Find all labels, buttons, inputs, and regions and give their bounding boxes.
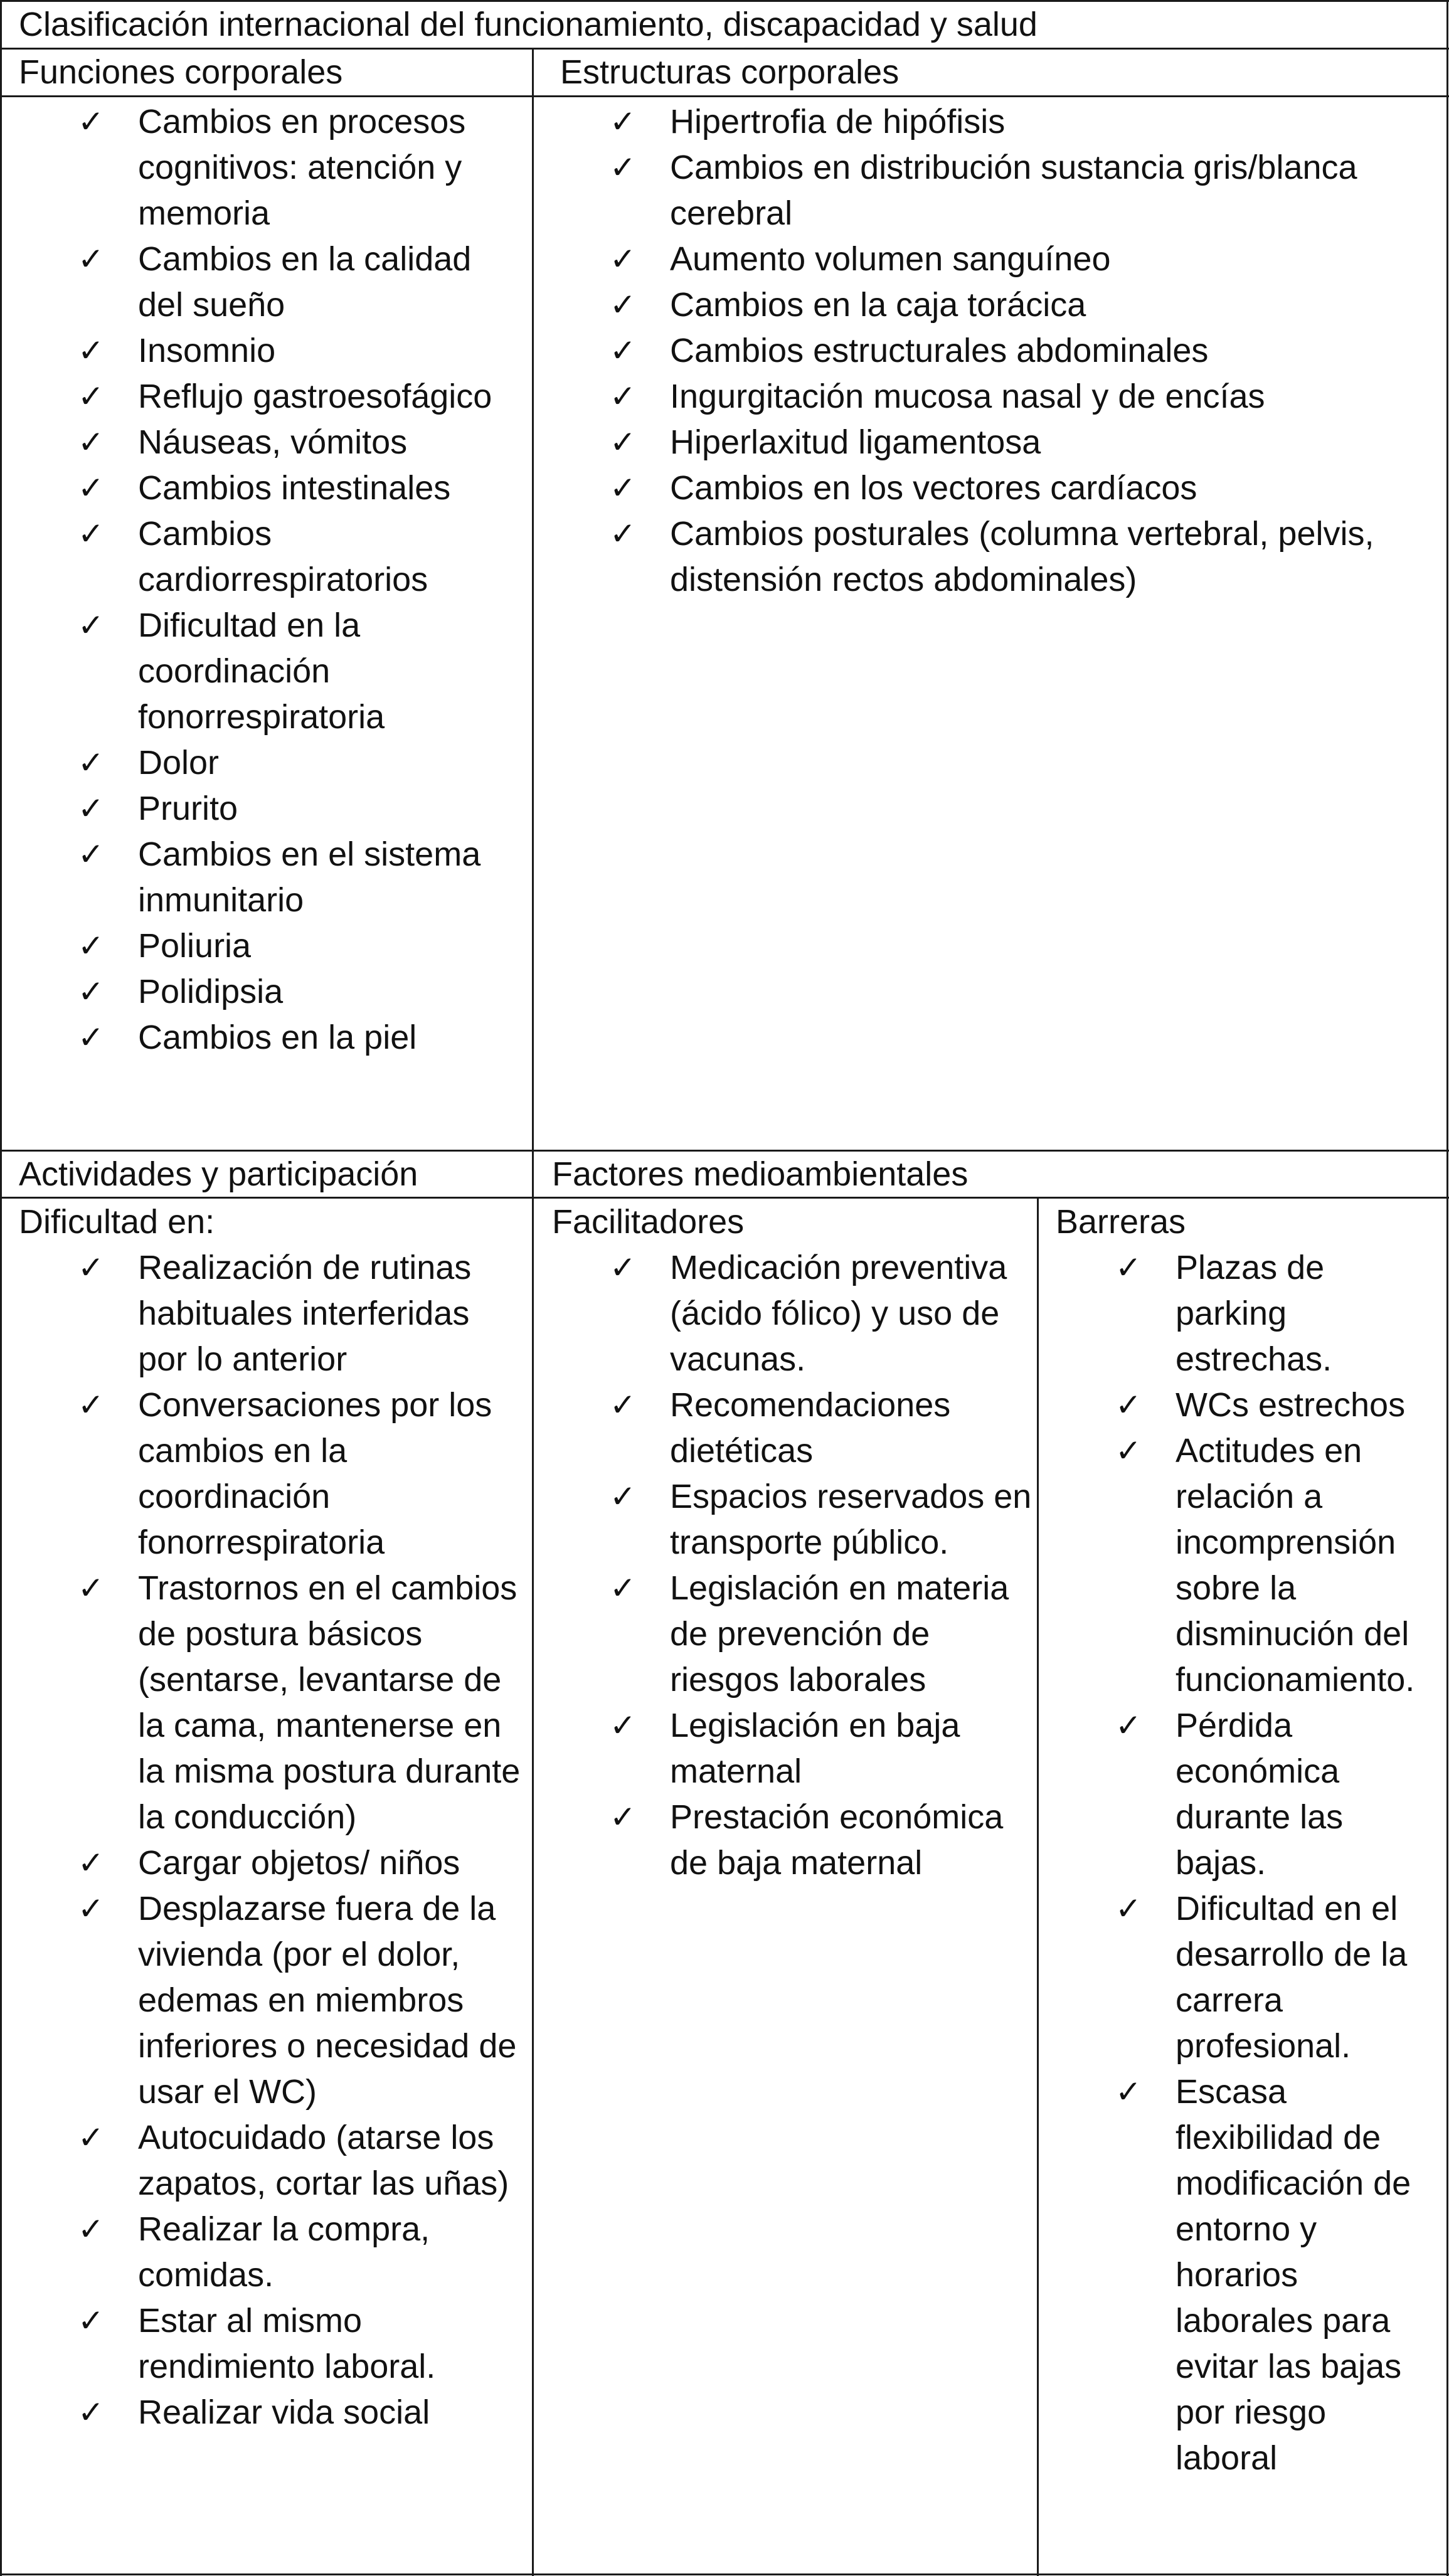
list-item: ✓ Realización de rutinas habituales interferidas por lo anterior [138,1245,521,1382]
list-item: ✓ Actitudes en relación a incomprensión sobre la disminución del funcionamiento. [1176,1428,1433,1703]
barreras-header: Barreras [1056,1203,1186,1241]
check-icon: ✓ [610,103,636,140]
check-icon: ✓ [78,241,104,277]
check-icon: ✓ [78,470,104,506]
list-item: ✓ Medicación preventiva (ácido fólico) y uso de vacunas. [670,1245,1034,1382]
check-icon: ✓ [78,790,104,827]
check-icon: ✓ [78,973,104,1010]
list-item: ✓ Desplazarse fuera de la vivienda (por el dolor, edemas en miembros inferiores o necesidad de usar el WC) [138,1886,521,2115]
list-item: ✓ Escasa flexibilidad de modificación de entorno y horarios laborales para evitar las bajas por riesgo laboral [1176,2069,1433,2481]
check-icon: ✓ [78,1387,104,1423]
check-icon: ✓ [78,2119,104,2156]
list-item: ✓ Dolor [138,740,521,786]
check-icon: ✓ [78,103,104,140]
estructuras-list [610,99,1410,603]
check-icon: ✓ [78,928,104,964]
check-icon: ✓ [610,1249,636,1286]
list-item: ✓ Conversaciones por los cambios en la coordinación fonorrespiratoria [138,1382,521,1566]
list-item: ✓ Plazas de parking estrechas. [1176,1245,1433,1382]
list-item: ✓ Autocuidado (atarse los zapatos, cortar las uñas) [138,2115,521,2207]
check-icon: ✓ [78,378,104,415]
list-item: ✓ Ingurgitación mucosa nasal y de encías [670,374,1410,420]
list-item: ✓ Cambios en el sistema inmunitario [138,832,521,923]
check-icon: ✓ [610,378,636,415]
actividades-intro: Dificultad en: [19,1203,215,1241]
border-col-divider [532,48,534,2576]
list-item: ✓ Trastornos en el cambios de postura básicos (sentarse, levantarse de la cama, mantenerse en la misma postura durante la conducción) [138,1566,521,1840]
check-icon: ✓ [78,1249,104,1286]
list-item: ✓ Hipertrofia de hipófisis [670,99,1410,145]
check-icon: ✓ [610,1478,636,1515]
actividades-list [78,1245,521,2436]
check-icon: ✓ [610,470,636,506]
check-icon: ✓ [1115,1249,1142,1286]
check-icon: ✓ [78,516,104,552]
check-icon: ✓ [78,2211,104,2247]
list-item: ✓ Recomendaciones dietéticas [670,1382,1034,1474]
actividades-header: Actividades y participación [19,1155,418,1193]
barreras-list [1115,1245,1433,2481]
check-icon: ✓ [610,1707,636,1744]
check-icon: ✓ [78,2303,104,2339]
border-left [0,0,2,2576]
list-item: ✓ Legislación en baja maternal [670,1703,1034,1794]
funciones-list [78,99,521,1061]
check-icon: ✓ [1115,1890,1142,1927]
list-item: ✓ Aumento volumen sanguíneo [670,236,1410,282]
list-item: ✓ Cambios en procesos cognitivos: atención y memoria [138,99,521,236]
list-item: ✓ Cambios en distribución sustancia gris/blanca cerebral [670,145,1410,236]
list-item: ✓ Cargar objetos/ niños [138,1840,521,1886]
list-item: ✓ Dificultad en el desarrollo de la carrera profesional. [1176,1886,1433,2069]
check-icon: ✓ [78,836,104,872]
list-item: ✓ Cambios cardiorrespiratorios [138,511,521,603]
border-right [1446,0,1448,2576]
check-icon: ✓ [78,607,104,644]
list-item: ✓ Cambios en la caja torácica [670,282,1410,328]
check-icon: ✓ [610,516,636,552]
factores-header: Factores medioambientales [552,1155,969,1193]
list-item: ✓ Náuseas, vómitos [138,420,521,465]
list-item: ✓ Reflujo gastroesofágico [138,374,521,420]
border-barreras-divider [1037,1197,1039,2576]
check-icon: ✓ [1115,2074,1142,2110]
check-icon: ✓ [610,241,636,277]
list-item: ✓ Cambios intestinales [138,465,521,511]
check-icon: ✓ [78,332,104,369]
list-item: ✓ Cambios en la piel [138,1015,521,1061]
list-item: ✓ Legislación en materia de prevención de riesgos laborales [670,1566,1034,1703]
check-icon: ✓ [610,332,636,369]
list-item: ✓ Cambios estructurales abdominales [670,328,1410,374]
check-icon: ✓ [78,1570,104,1606]
border-header1-bottom [0,95,1449,97]
check-icon: ✓ [610,149,636,186]
check-icon: ✓ [78,424,104,460]
check-icon: ✓ [78,745,104,781]
list-item: ✓ Hiperlaxitud ligamentosa [670,420,1410,465]
list-item: ✓ Realizar vida social [138,2390,521,2436]
check-icon: ✓ [78,1845,104,1881]
list-item: ✓ Prurito [138,786,521,832]
check-icon: ✓ [78,2394,104,2430]
check-icon: ✓ [610,424,636,460]
list-item: ✓ Cambios posturales (columna vertebral, pelvis, distensión rectos abdominales) [670,511,1410,603]
list-item: ✓ Prestación económica de baja maternal [670,1794,1034,1886]
list-item: ✓ Pérdida económica durante las bajas. [1176,1703,1433,1886]
check-icon: ✓ [78,1019,104,1056]
check-icon: ✓ [1115,1433,1142,1469]
estructuras-header: Estructuras corporales [560,53,900,91]
list-item: ✓ Insomnio [138,328,521,374]
list-item: ✓ Cambios en la calidad del sueño [138,236,521,328]
list-item: ✓ Poliuria [138,923,521,969]
check-icon: ✓ [1115,1707,1142,1744]
list-item: ✓ Estar al mismo rendimiento laboral. [138,2298,521,2390]
facilitadores-list [610,1245,1034,1886]
check-icon: ✓ [610,287,636,323]
list-item: ✓ Espacios reservados en transporte público. [670,1474,1034,1566]
list-item: ✓ Dificultad en la coordinación fonorrespiratoria [138,603,521,740]
funciones-header: Funciones corporales [19,53,343,91]
check-icon: ✓ [78,1890,104,1927]
check-icon: ✓ [1115,1387,1142,1423]
table-title: Clasificación internacional del funcionamiento, discapacidad y salud [19,6,1038,43]
check-icon: ✓ [610,1799,636,1835]
border-bottom [0,2573,1449,2575]
check-icon: ✓ [610,1387,636,1423]
facilitadores-header: Facilitadores [552,1203,745,1241]
list-item: ✓ Cambios en los vectores cardíacos [670,465,1410,511]
list-item: ✓ Polidipsia [138,969,521,1015]
check-icon: ✓ [610,1570,636,1606]
list-item: ✓ WCs estrechos [1176,1382,1433,1428]
list-item: ✓ Realizar la compra, comidas. [138,2207,521,2298]
